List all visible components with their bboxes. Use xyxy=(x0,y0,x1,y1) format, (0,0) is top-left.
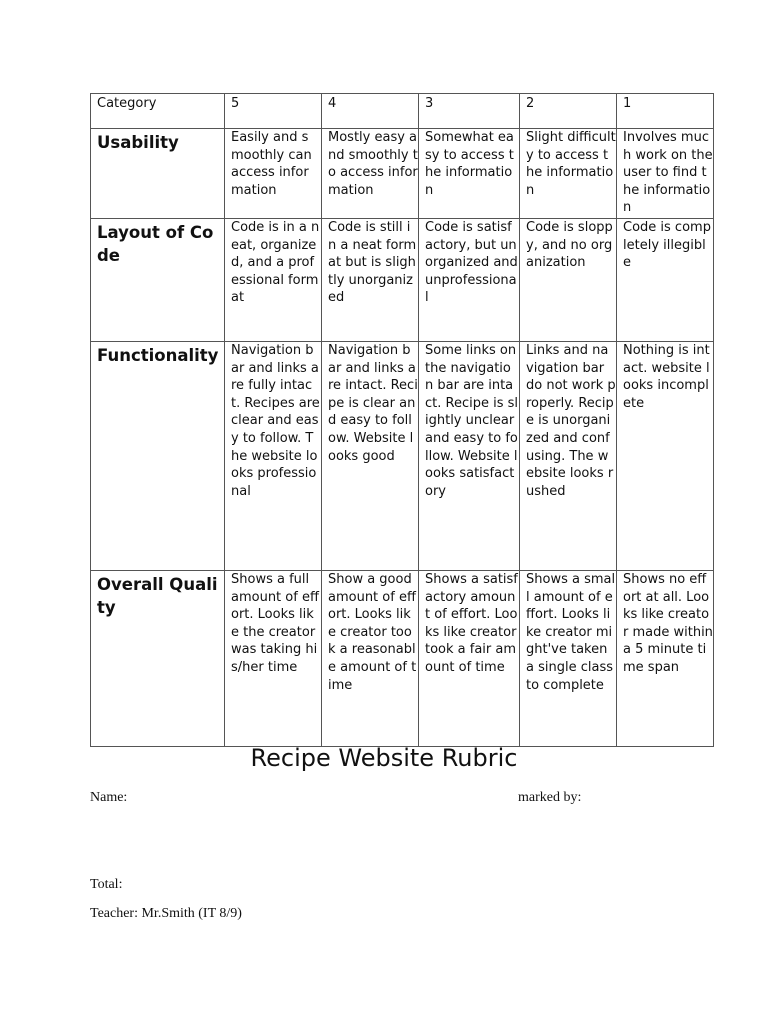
rubric-table xyxy=(90,93,714,747)
table-cell: Shows a small amount of effort. Looks like creator might've taken a single class to complete xyxy=(520,571,617,747)
table-header-row xyxy=(91,94,714,129)
table-cell: Some links on the navigation bar are intact. Recipe is slightly unclear and easy to follow. Website looks satisfactory xyxy=(419,342,520,571)
table-cell: Mostly easy and smoothly to access information xyxy=(322,129,419,219)
header-score-3: 3 xyxy=(419,94,520,129)
header-category: Category xyxy=(91,94,225,129)
table-cell: Nothing is intact. website looks incomplete xyxy=(617,342,714,571)
table-cell: Involves much work on the user to find the information xyxy=(617,129,714,219)
category-functionality: Functionality xyxy=(91,342,225,571)
table-cell: Navigation bar and links are intact. Recipe is clear and easy to follow. Website looks good xyxy=(322,342,419,571)
table-cell: Code is still in a neat format but is slightly unorganized xyxy=(322,219,419,342)
table-cell: Slight difficulty to access the information xyxy=(520,129,617,219)
table-cell: Somewhat easy to access the information xyxy=(419,129,520,219)
table-cell: Shows a satisfactory amount of effort. Looks like creator took a fair amount of time xyxy=(419,571,520,747)
marked-by-label: marked by: xyxy=(518,790,582,805)
page-title: Recipe Website Rubric xyxy=(250,744,518,772)
table-cell: Code is in a neat, organized, and a professional format xyxy=(225,219,322,342)
table-row xyxy=(91,219,714,342)
table-cell: Navigation bar and links are fully intact. Recipes are clear and easy to follow. The website looks professional xyxy=(225,342,322,571)
table-row xyxy=(91,342,714,571)
table-cell: Code is satisfactory, but unorganized and unprofessional xyxy=(419,219,520,342)
table-cell: Easily and smoothly can access information xyxy=(225,129,322,219)
category-layout-of-code: Layout of Code xyxy=(91,219,225,342)
category-usability: Usability xyxy=(91,129,225,219)
table-cell: Links and navigation bar do not work properly. Recipe is unorganized and confusing. The website looks rushed xyxy=(520,342,617,571)
category-overall-quality: Overall Quality xyxy=(91,571,225,747)
header-score-5: 5 xyxy=(225,94,322,129)
table-cell: Code is completely illegible xyxy=(617,219,714,342)
name-label: Name: xyxy=(90,790,128,805)
header-score-1: 1 xyxy=(617,94,714,129)
header-score-2: 2 xyxy=(520,94,617,129)
table-cell: Show a good amount of effort. Looks like creator took a reasonable amount of time xyxy=(322,571,419,747)
table-cell: Code is sloppy, and no organization xyxy=(520,219,617,342)
table-cell: Shows a full amount of effort. Looks like the creator was taking his/her time xyxy=(225,571,322,747)
header-score-4: 4 xyxy=(322,94,419,129)
total-label: Total: xyxy=(90,877,123,892)
table-row xyxy=(91,571,714,747)
table-row xyxy=(91,129,714,219)
table-cell: Shows no effort at all. Looks like creator made within a 5 minute time span xyxy=(617,571,714,747)
teacher-label: Teacher: Mr.Smith (IT 8/9) xyxy=(90,906,242,921)
